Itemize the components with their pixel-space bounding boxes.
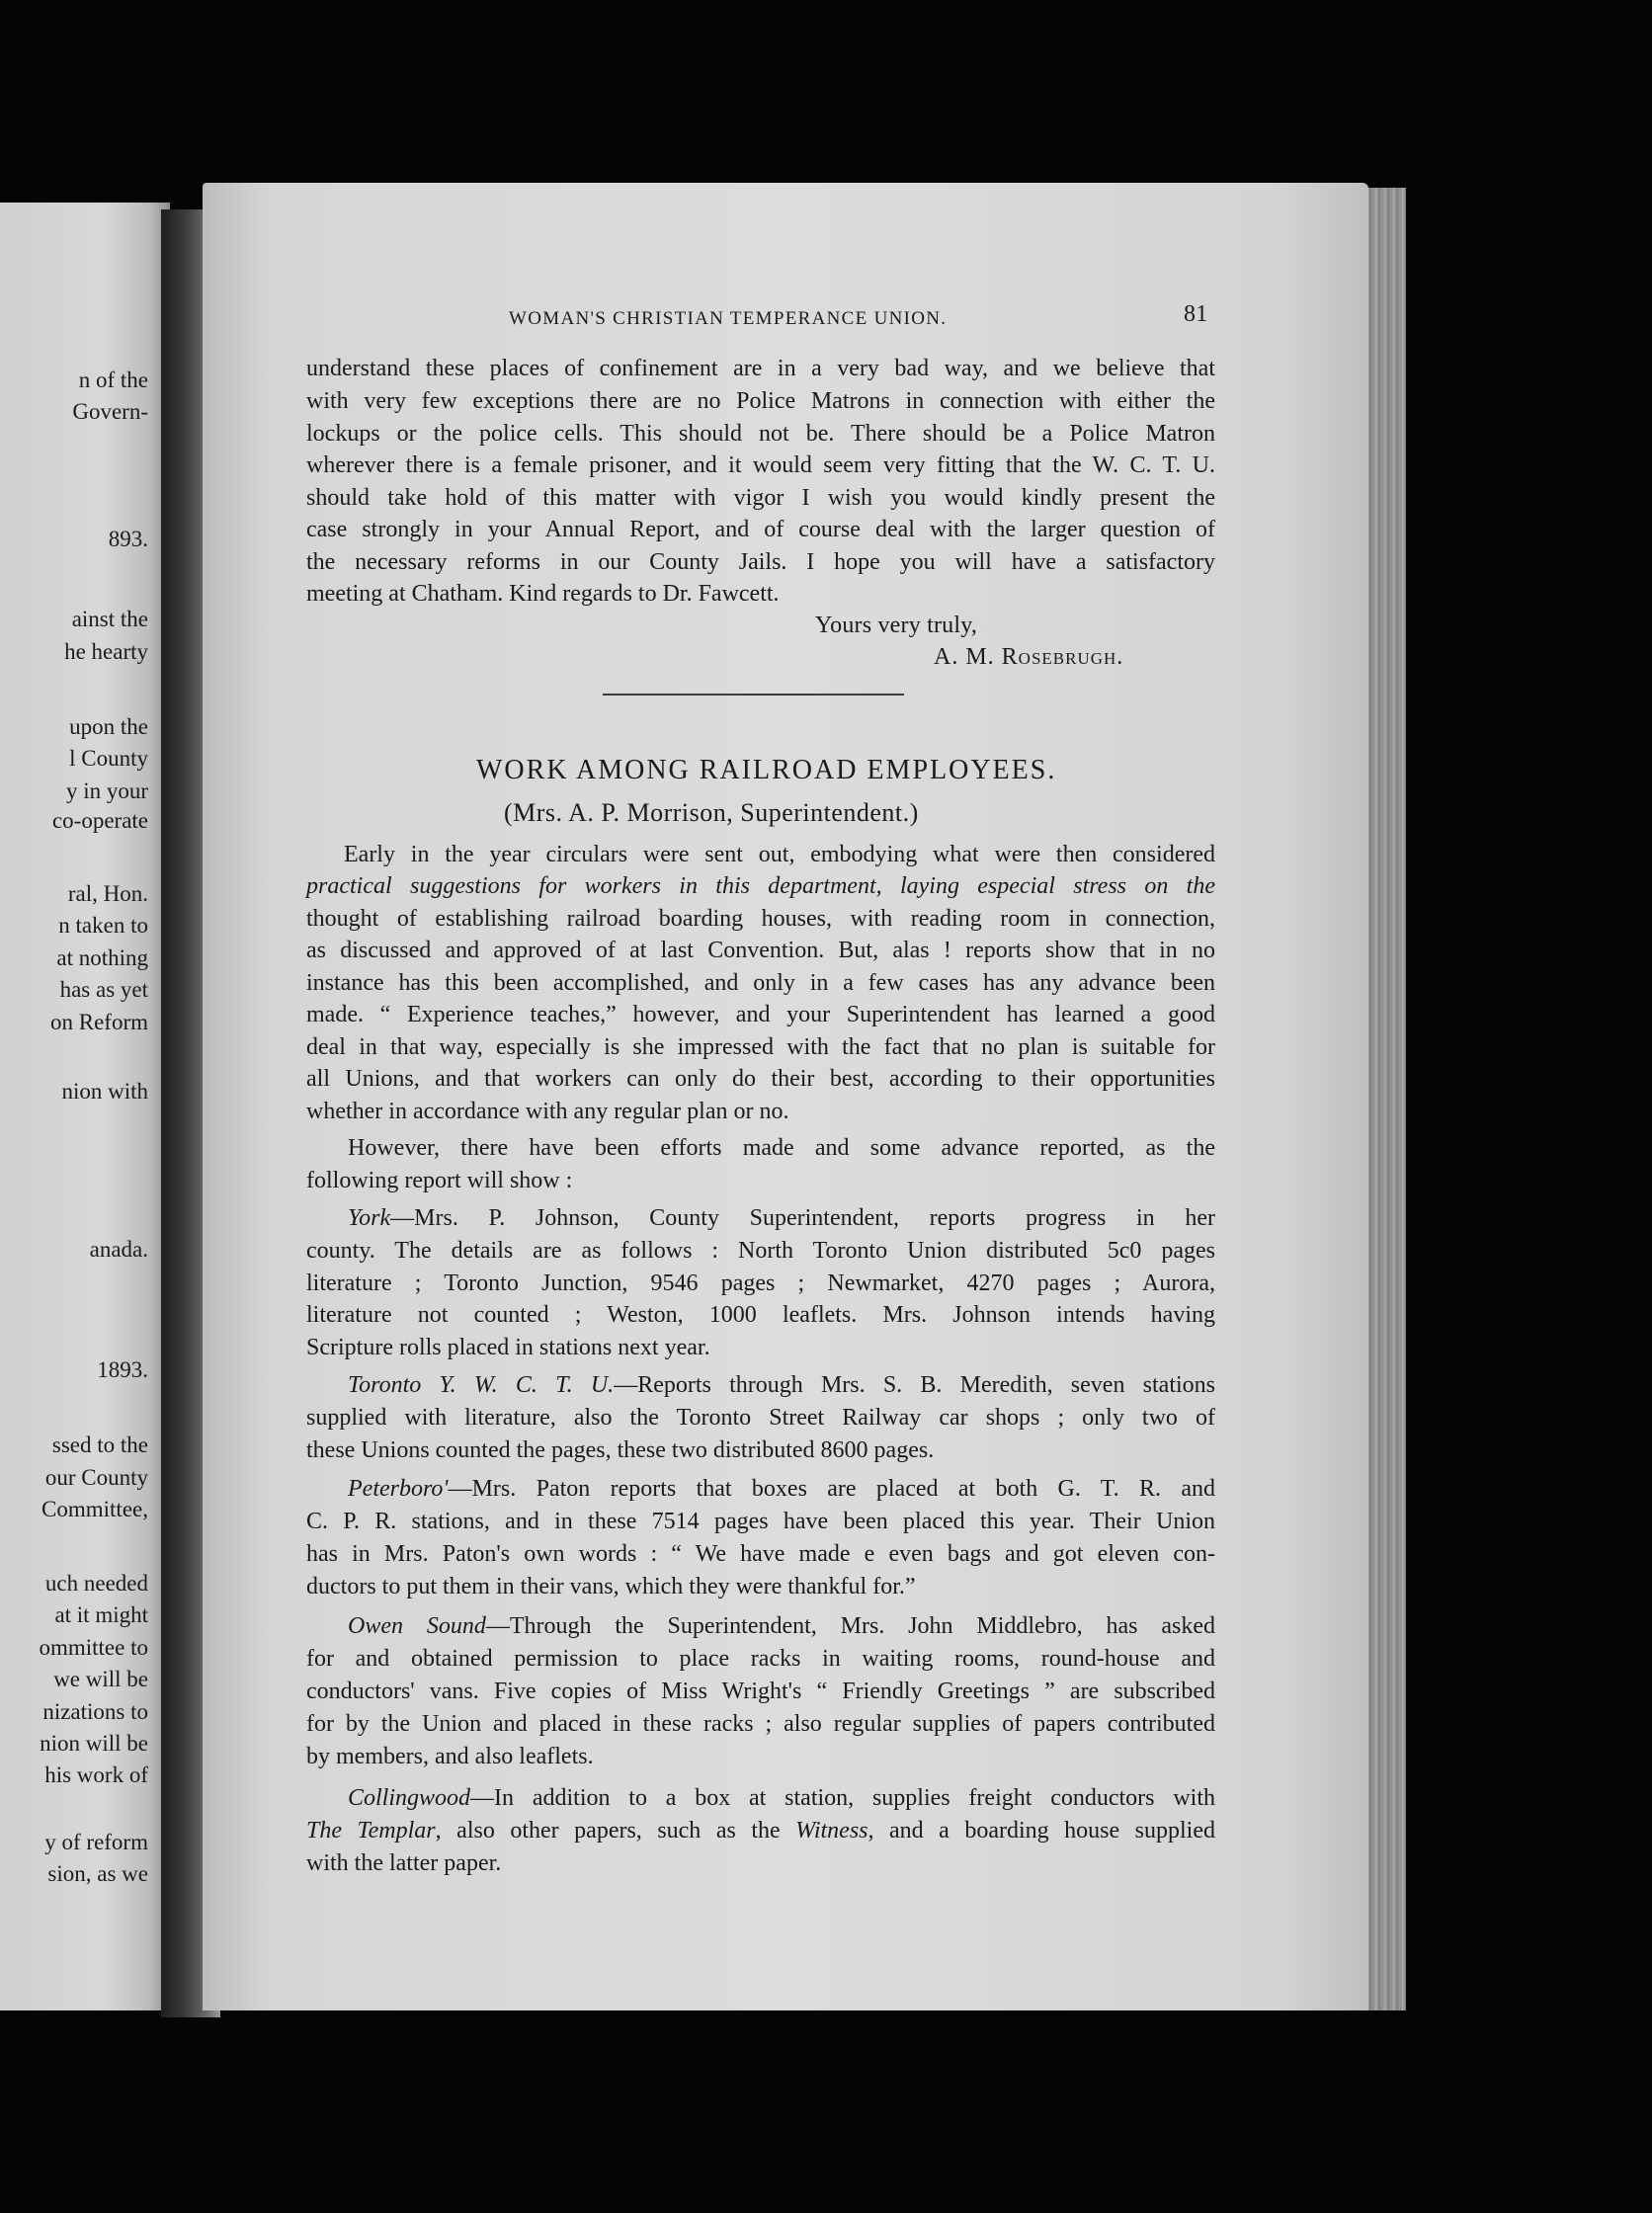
- left-page-line: sion, as we: [47, 1861, 148, 1886]
- left-page-line: uch needed: [44, 1571, 148, 1596]
- left-page-line: Govern-: [72, 399, 148, 424]
- left-page-line: at it might: [54, 1602, 148, 1627]
- letter-line: understand these places of confinement are in a very bad way, and we believe that: [306, 356, 1215, 381]
- body-line: supplied with literature, also the Toronto Street Railway car shops ; only two of: [306, 1405, 1215, 1431]
- body-line: ductors to put them in their vans, which they were thankful for.”: [306, 1574, 916, 1599]
- left-page-line: on Reform: [49, 1010, 148, 1034]
- page-number: 81: [1184, 301, 1208, 327]
- body-line: whether in accordance with any regular plan or no.: [306, 1099, 789, 1124]
- left-page-line: our County: [44, 1465, 148, 1490]
- body-line: literature ; Toronto Junction, 9546 pages ; Newmarket, 4270 pages ; Aurora,: [306, 1270, 1215, 1296]
- emphasis: practical suggestions for workers in this department, laying especial stress on the: [306, 873, 1215, 899]
- body-line: for and obtained permission to place racks in waiting rooms, round-house and: [306, 1646, 1215, 1672]
- left-page-line: y in your: [65, 779, 148, 803]
- left-page-line: ral, Hon.: [67, 881, 148, 906]
- left-page-line: n taken to: [58, 913, 148, 938]
- left-page-line: nion will be: [40, 1731, 148, 1756]
- left-page-line: he hearty: [64, 639, 148, 664]
- report-peterboro-line: Peterboro'—Mrs. Paton reports that boxes are placed at both G. T. R. and: [348, 1476, 1215, 1502]
- report-toronto-line: Toronto Y. W. C. T. U.—Reports through Mrs. S. B. Meredith, seven stations: [348, 1372, 1215, 1398]
- left-page-line: 1893.: [97, 1357, 148, 1382]
- report-label-collingwood: Collingwood: [348, 1785, 471, 1811]
- letter-line: with very few exceptions there are no Police Matrons in connection with either the: [306, 388, 1215, 414]
- body-line: deal in that way, especially is she impressed with the fact that no plan is suitable for: [306, 1034, 1215, 1060]
- report-label-york: York: [348, 1205, 391, 1231]
- left-page-line: ainst the: [71, 607, 148, 631]
- left-page-line: at nothing: [56, 945, 148, 970]
- left-page-line: n of the: [78, 368, 148, 392]
- left-page-fragment: [0, 203, 170, 2010]
- left-page-line: nion with: [61, 1079, 148, 1104]
- body-line: with the latter paper.: [306, 1850, 502, 1876]
- left-page-line: Committee,: [41, 1497, 148, 1521]
- body-line: Early in the year circulars were sent out, embodying what were then considered: [344, 842, 1215, 867]
- letter-line: case strongly in your Annual Report, and of course deal with the larger question of: [306, 517, 1215, 542]
- left-page-line: anada.: [89, 1237, 148, 1262]
- left-page-line: 893.: [108, 527, 148, 551]
- letter-line: should take hold of this matter with vigor I wish you would kindly present the: [306, 485, 1215, 511]
- left-page-line: co-operate: [51, 808, 148, 833]
- body-line: conductors' vans. Five copies of Miss Wright's “ Friendly Greetings ” are subscribed: [306, 1679, 1215, 1704]
- body-line: county. The details are as follows : North Toronto Union distributed 5c0 pages: [306, 1238, 1215, 1264]
- section-title: WORK AMONG RAILROAD EMPLOYEES.: [476, 755, 1057, 785]
- left-page-line: ommittee to: [39, 1635, 148, 1660]
- body-line: However, there have been efforts made and some advance reported, as the: [348, 1135, 1215, 1161]
- letter-line: the necessary reforms in our County Jails. I hope you will have a satisfactory: [306, 549, 1215, 575]
- body-line: Scripture rolls placed in stations next year.: [306, 1335, 710, 1360]
- body-line: [306, 873, 1215, 900]
- body-line: The Templar, also other papers, such as the Witness, and a boarding house supplied: [306, 1818, 1215, 1844]
- report-collingwood-line: Collingwood—In addition to a box at station, supplies freight conductors with: [348, 1785, 1215, 1811]
- report-label-peterboro: Peterboro': [348, 1476, 449, 1502]
- body-line: as discussed and approved of at last Convention. But, alas ! reports show that in no: [306, 938, 1215, 963]
- body-line: these Unions counted the pages, these two distributed 8600 pages.: [306, 1437, 935, 1463]
- report-owen-sound-line: Owen Sound—Through the Superintendent, Mrs. John Middlebro, has asked: [348, 1613, 1215, 1639]
- body-line: instance has this been accomplished, and only in a few cases has any advance been: [306, 970, 1215, 996]
- left-page-line: his work of: [44, 1762, 148, 1787]
- body-line: thought of establishing railroad boarding houses, with reading room in connection,: [306, 906, 1215, 932]
- section-subtitle: (Mrs. A. P. Morrison, Superintendent.): [504, 798, 919, 827]
- publication-title: The Templar: [306, 1818, 436, 1844]
- left-page-line: upon the: [69, 714, 148, 739]
- letter-line: lockups or the police cells. This should not be. There should be a Police Matron: [306, 421, 1215, 447]
- left-page-line: we will be: [53, 1667, 148, 1691]
- body-line: C. P. R. stations, and in these 7514 pages have been placed this year. Their Union: [306, 1509, 1215, 1534]
- left-page-line: has as yet: [59, 977, 148, 1002]
- body-line: by members, and also leaflets.: [306, 1744, 594, 1769]
- publication-title: Witness: [795, 1818, 868, 1844]
- body-line: for by the Union and placed in these racks ; also regular supplies of papers contributed: [306, 1711, 1215, 1737]
- report-label-toronto: Toronto Y. W. C. T. U.: [348, 1372, 615, 1398]
- body-line: literature not counted ; Weston, 1000 leaflets. Mrs. Johnson intends having: [306, 1302, 1215, 1328]
- body-line: all Unions, and that workers can only do their best, according to their opportunities: [306, 1066, 1215, 1092]
- letter-closing: Yours very truly,: [815, 613, 978, 638]
- left-page-line: ssed to the: [51, 1433, 148, 1457]
- section-divider: [603, 694, 904, 696]
- body-line: made. “ Experience teaches,” however, and your Superintendent has learned a good: [306, 1002, 1215, 1027]
- left-page-line: l County: [69, 746, 148, 771]
- letter-signature: A. M. Rosebrugh.: [934, 644, 1124, 670]
- left-page-line: nizations to: [42, 1699, 148, 1724]
- body-line: has in Mrs. Paton's own words : “ We have made e even bags and got eleven con-: [306, 1541, 1215, 1567]
- report-label-owen-sound: Owen Sound: [348, 1613, 486, 1639]
- body-line: following report will show :: [306, 1168, 573, 1193]
- running-head: WOMAN'S CHRISTIAN TEMPERANCE UNION.: [509, 308, 948, 329]
- letter-line: wherever there is a female prisoner, and it would seem very fitting that the W. C. T. U.: [306, 452, 1215, 478]
- letter-line: meeting at Chatham. Kind regards to Dr. Fawcett.: [306, 581, 780, 607]
- report-york-line: York—Mrs. P. Johnson, County Superintendent, reports progress in her: [348, 1205, 1215, 1231]
- left-page-line: y of reform: [44, 1830, 148, 1854]
